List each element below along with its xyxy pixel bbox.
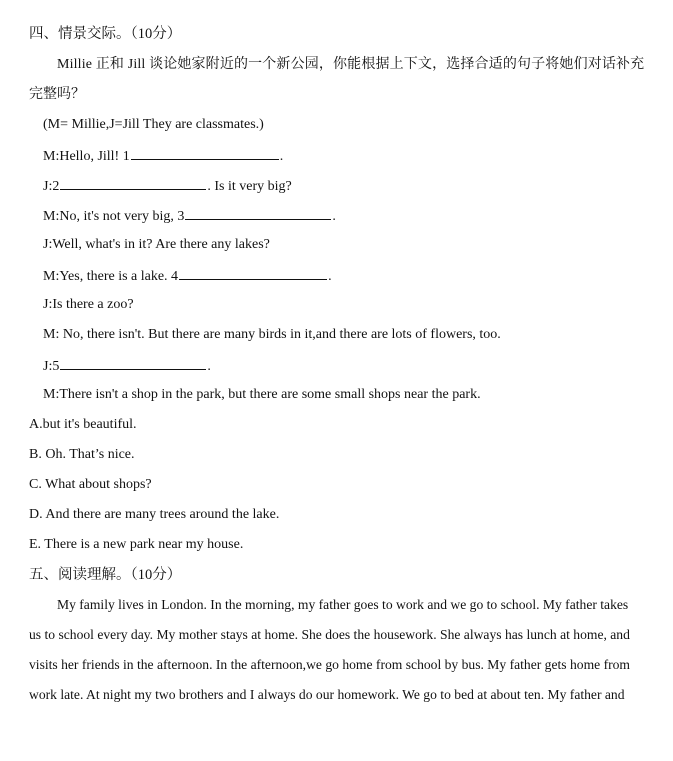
answer-blank-5[interactable] [60, 355, 206, 370]
passage-line: visits her friends in the afternoon. In the afternoon,we go home from school by bus. My father gets home from [29, 657, 630, 672]
answer-blank-4[interactable] [179, 265, 327, 280]
dialogue-line: J:Well, what's in it? Are there any lakes? [43, 237, 270, 252]
section-5-heading: 五、阅读理解。（10分） [29, 567, 182, 583]
dialogue-line: M:Yes, there is a lake. 4 . [43, 265, 332, 287]
option-c: C. What about shops? [29, 477, 152, 492]
answer-blank-2[interactable] [60, 175, 206, 190]
speaker-note: (M= Millie,J=Jill They are classmates.) [43, 117, 264, 132]
answer-blank-3[interactable] [185, 205, 331, 220]
option-b: B. Oh. That’s nice. [29, 447, 135, 462]
passage-line: us to school every day. My mother stays at home. She does the housework. She always has lunch at home, and [29, 627, 630, 642]
section-4-intro-line-2: 完整吗？ [29, 87, 85, 102]
dialogue-line: M:Hello, Jill! 1 . [43, 145, 283, 167]
dialogue-line: M:No, it's not very big, 3 . [43, 205, 336, 227]
section-4-heading: 四、情景交际。（10分） [29, 26, 182, 42]
answer-blank-1[interactable] [131, 145, 279, 160]
passage-line: My family lives in London. In the morning, my father goes to work and we go to school. My father takes [57, 597, 629, 612]
dialogue-line: J:Is there a zoo? [43, 297, 134, 312]
option-a: A.but it's beautiful. [29, 417, 137, 432]
dialogue-line: J:5 . [43, 355, 211, 377]
passage-line: work late. At night my two brothers and I always do our homework. We go to bed at about ten. My father and [29, 687, 625, 702]
dialogue-line: M:There isn't a shop in the park, but there are some small shops near the park. [43, 387, 481, 402]
dialogue-line: M: No, there isn't. But there are many birds in it,and there are lots of flowers, too. [43, 327, 501, 342]
option-d: D. And there are many trees around the lake. [29, 507, 280, 522]
section-4-intro-line-1: Millie 正和 Jill 谈论她家附近的一个新公园，你能根据上下文，选择合适的句子将她们对话补充 [57, 57, 645, 72]
option-e: E. There is a new park near my house. [29, 537, 244, 552]
dialogue-line: J:2 . Is it very big? [43, 175, 292, 197]
